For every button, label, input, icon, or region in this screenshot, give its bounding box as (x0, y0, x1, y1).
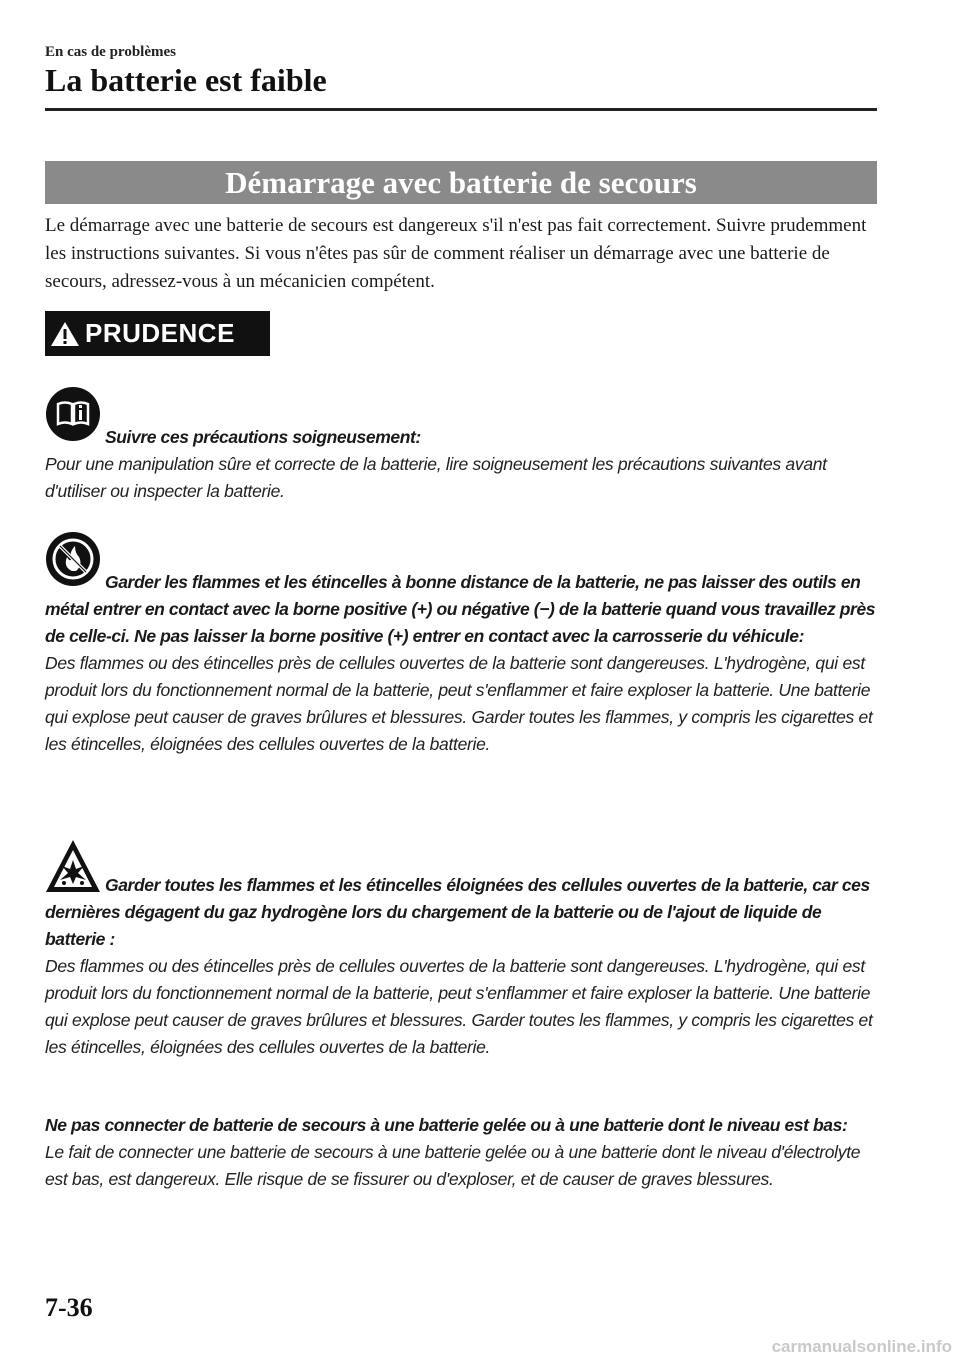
caution-label: PRUDENCE (85, 318, 235, 348)
chapter-label: En cas de problèmes (45, 44, 176, 60)
title-divider (45, 108, 877, 111)
section-banner: Démarrage avec batterie de secours (45, 161, 877, 204)
no-flame-icon (45, 531, 101, 587)
block-body: Pour une manipulation sûre et correcte de la batterie, lire soigneusement les précautions suivantes avant d'utiliser ou inspecter la batterie. (45, 454, 827, 501)
block-heading: Garder les flammes et les étincelles à bonne distance de la batterie, ne pas laisser des outils en métal entrer en contact avec la borne positive (+) ou négative (−) de la batterie quand vous travaillez près de celle-ci. Ne pas laisser la borne positive (+) entrer en contact avec la carrosserie du véhicule: (45, 572, 876, 646)
block-heading: Garder toutes les flammes et les étincelles éloignées des cellules ouvertes de la batterie, car ces dernières dégagent du gaz hydrogène lors du chargement de la batterie ou de l'ajout de liquide de batterie : (45, 875, 870, 949)
warning-triangle-icon (45, 311, 85, 356)
precaution-block-flames (45, 531, 877, 758)
block-heading: Ne pas connecter de batterie de secours à une batterie gelée ou à une batterie dont le niveau est bas: (45, 1115, 848, 1135)
page-number: 7-36 (45, 1293, 93, 1322)
block-body: Le fait de connecter une batterie de secours à une batterie gelée ou à une batterie dont le niveau d'électrolyte est bas, est dangereux. Elle risque de se fissurer ou d'exploser, et de causer de graves blessures. (45, 1142, 861, 1189)
precaution-block-frozen-battery (45, 1112, 877, 1193)
precaution-block-read-manual (45, 386, 877, 505)
watermark: carmanualsonline.info (771, 1337, 952, 1356)
page-title: La batterie est faible (45, 62, 327, 98)
precaution-block-hydrogen (45, 838, 877, 1061)
block-heading: Suivre ces précautions soigneusement: (105, 427, 421, 447)
caution-badge (45, 311, 270, 356)
manual-book-icon (45, 386, 101, 442)
explosion-warning-icon (45, 838, 101, 894)
block-body: Des flammes ou des étincelles près de cellules ouvertes de la batterie sont dangereuses. L'hydrogène, qui est produit lors du fonctionnement normal de la batterie, peut s'enflammer et faire exploser la batterie. Une batterie qui explose peut causer de graves brûlures et blessures. Garder toutes les flammes, y compris les cigarettes et les étincelles, éloignées des cellules ouvertes de la batterie. (45, 956, 873, 1057)
block-body: Des flammes ou des étincelles près de cellules ouvertes de la batterie sont dangereuses. L'hydrogène, qui est produit lors du fonctionnement normal de la batterie, peut s'enflammer et faire exploser la batterie. Une batterie qui explose peut causer de graves brûlures et blessures. Garder toutes les flammes, y compris les cigarettes et les étincelles, éloignées des cellules ouvertes de la batterie. (45, 653, 873, 754)
intro-paragraph: Le démarrage avec une batterie de secours est dangereux s'il n'est pas fait correctement. Suivre prudemment les instructions suivantes. Si vous n'êtes pas sûr de comment réaliser un démarrage avec une batterie de secours, adressez-vous à un mécanicien compétent. (45, 215, 867, 292)
